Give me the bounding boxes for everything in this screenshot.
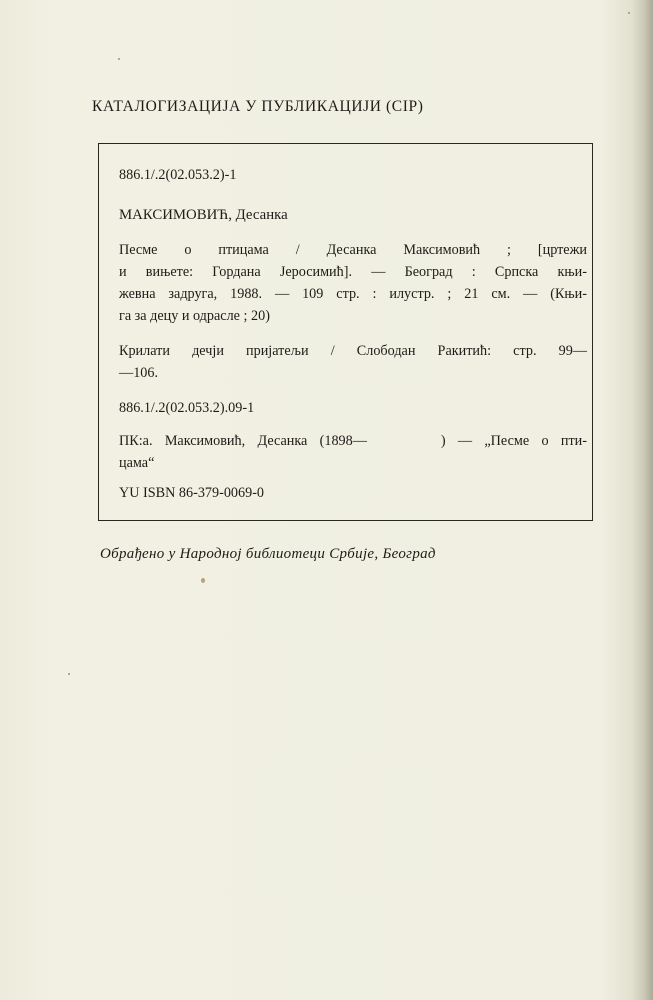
- description-line: га за децу и одрасле ; 20): [119, 308, 270, 324]
- subject-line: ПК:а. Максимовић, Десанка (1898— ) — „Песме о пти-: [119, 433, 587, 449]
- note-line: Крилати дечји пријатељи / Слободан Ракитић: стр. 99—: [119, 343, 587, 359]
- subject-line: цама“: [119, 455, 155, 471]
- page-edge-shadow: [631, 0, 653, 1000]
- description-line: Песме о птицама / Десанка Максимовић ; [цртежи: [119, 242, 587, 258]
- paper-speck: [68, 673, 70, 675]
- udc-number-secondary: 886.1/.2(02.053.2).09-1: [119, 400, 255, 416]
- note-line: —106.: [119, 365, 159, 381]
- paper-speck: [201, 578, 205, 583]
- cip-record-box: [98, 143, 593, 521]
- description-line: и вињете: Гордана Јеросимић]. — Београд : Српска књи-: [119, 264, 587, 280]
- cip-heading: КАТАЛОГИЗАЦИЈА У ПУБЛИКАЦИЈИ (CIP): [92, 98, 424, 115]
- isbn: YU ISBN 86-379-0069-0: [119, 485, 265, 501]
- paper-speck: [628, 12, 630, 14]
- processing-note: Обрађено у Народној библиотеци Србије, Београд: [100, 546, 436, 562]
- udc-number-primary: 886.1/.2(02.053.2)-1: [119, 167, 237, 183]
- paper-speck: [118, 58, 120, 60]
- description-line: жевна задруга, 1988. — 109 стр. : илустр. ; 21 см. — (Књи-: [119, 286, 587, 302]
- author-heading: МАКСИМОВИЋ, Десанка: [119, 207, 288, 223]
